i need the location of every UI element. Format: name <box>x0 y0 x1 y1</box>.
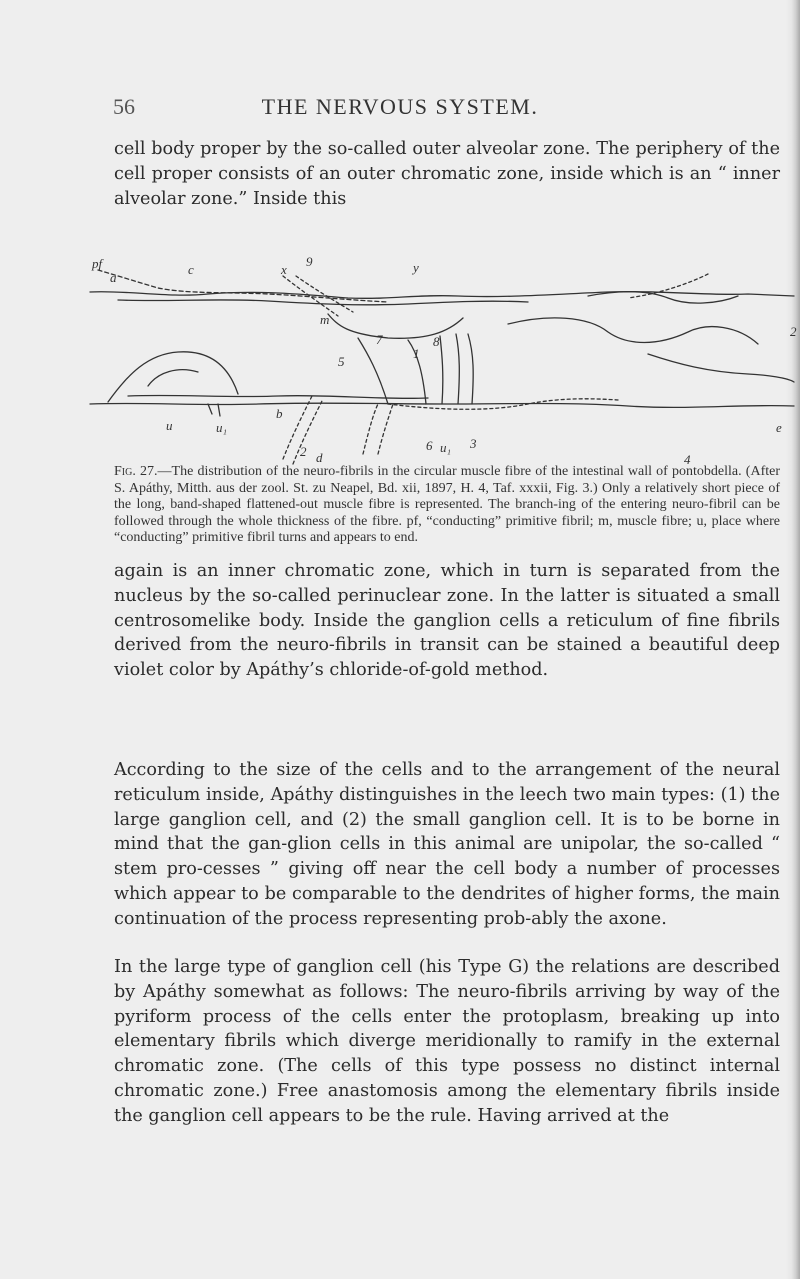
label-b: b <box>276 406 283 421</box>
page-number: 56 <box>113 94 135 119</box>
branch-vertical-3 <box>468 334 473 404</box>
label-8: 8 <box>433 334 440 349</box>
figure-illustration <box>88 254 800 469</box>
label-e: e <box>776 420 782 435</box>
label-d: d <box>316 450 323 465</box>
branch-vertical-1 <box>440 336 443 404</box>
label-m: m <box>320 312 330 327</box>
label-x: x <box>281 262 287 277</box>
label-u1-bottom: u₁ <box>440 440 452 455</box>
branch-vertical-2 <box>456 334 459 404</box>
label-1: 1 <box>413 346 420 361</box>
fibril-6 <box>363 404 378 454</box>
branch-center-down <box>358 338 388 404</box>
paragraph-4: In the large type of ganglion cell (his Type G) the relations are described by Apáthy somewhat as follows: The neuro-fibrils arriving by way of the pyriform process of the cells enter the protoplasm, breaking up into elementary fibrils which diverge meridionally to ramify in the external chromatic zone. (The cells of this type possess no distinct internal chromatic zone.) Free anastomosis among the elementary fibrils inside the ganglion cell appears to be the rule. Having arrived at the <box>114 957 780 1126</box>
figure-caption <box>114 464 780 547</box>
label-a: a <box>110 270 117 285</box>
fibre-lower-edge-2 <box>128 395 428 398</box>
label-u: u <box>166 418 173 433</box>
fibril-y <box>628 274 708 298</box>
branch-right <box>508 318 758 344</box>
mark-u <box>208 404 220 416</box>
label-pf: pf <box>92 256 103 271</box>
label-3: 3 <box>470 436 477 451</box>
label-4: 4 <box>684 452 691 467</box>
running-head: THE NERVOUS SYSTEM. <box>261 94 539 119</box>
label-2-bottom: 2 <box>300 444 307 459</box>
label-6: 6 <box>426 438 433 453</box>
caption-text: —The distribution of the neuro-fibrils in the circular muscle fibre of the intestinal wall of pontobdella. (After S. Apáthy, Mitth. aus der zool. St. zu Neapel, Bd. xii, 1897, H. 4, Taf. xxxii, Fig. 3.) Only a relatively short piece of the long, band-shaped flattened-out muscle fibre is represented. The branch-ing of the entering neuro-fibril can be followed through the whole thickness of the fibre. pf, “conducting” primitive fibril; m, muscle fibre; u, place where “conducting” primitive fibril turns and appears to end. <box>114 464 781 545</box>
page-header <box>0 94 800 124</box>
label-u1: u₁ <box>216 420 228 435</box>
label-9: 9 <box>306 254 313 269</box>
page-edge-shadow <box>786 0 800 1279</box>
label-y: y <box>413 260 419 275</box>
paragraph-2: again is an inner chromatic zone, which in turn is separated from the nucleus by the so-called perinuclear zone. In the latter is situated a small centrosomelike body. Inside the ganglion cells a reticulum of fine fibrils derived from the neuro-fibrils in transit can be stained a beautiful deep violet color by Apáthy’s chloride-of-gold method. <box>114 561 780 681</box>
branch-left-inner <box>148 370 198 386</box>
label-2-right: 2 <box>790 324 797 339</box>
fibril-u1 <box>378 404 393 454</box>
fibre-upper-edge-2 <box>118 300 528 305</box>
label-c: c <box>188 262 194 277</box>
label-7: 7 <box>376 332 383 347</box>
paragraph-3: According to the size of the cells and to the arrangement of the neural reticulum inside, Apáthy distinguishes in the leech two main types: (1) the large ganglion cell, and (2) the small ganglion cell. It is to be borne in mind that the gan-glion cells in this animal are unipolar, the so-called “ stem pro-cesses ” giving off near the cell body a number of processes which appear to be comparable to the dendrites of higher forms, the main continuation of the process representing prob-ably the axone. <box>114 760 780 929</box>
branch-left <box>108 352 238 402</box>
figure-muscle-fibre <box>88 254 800 474</box>
branch-center <box>328 314 463 338</box>
branch-right-2 <box>588 292 738 303</box>
branch-right-3 <box>648 354 794 382</box>
label-5: 5 <box>338 354 345 369</box>
figure-number: Fig. 27. <box>114 464 158 479</box>
paragraph-1: cell body proper by the so-called outer alveolar zone. The periphery of the cell proper consists of an outer chromatic zone, inside which is an “ inner alveolar zone.” Inside this <box>114 139 780 209</box>
